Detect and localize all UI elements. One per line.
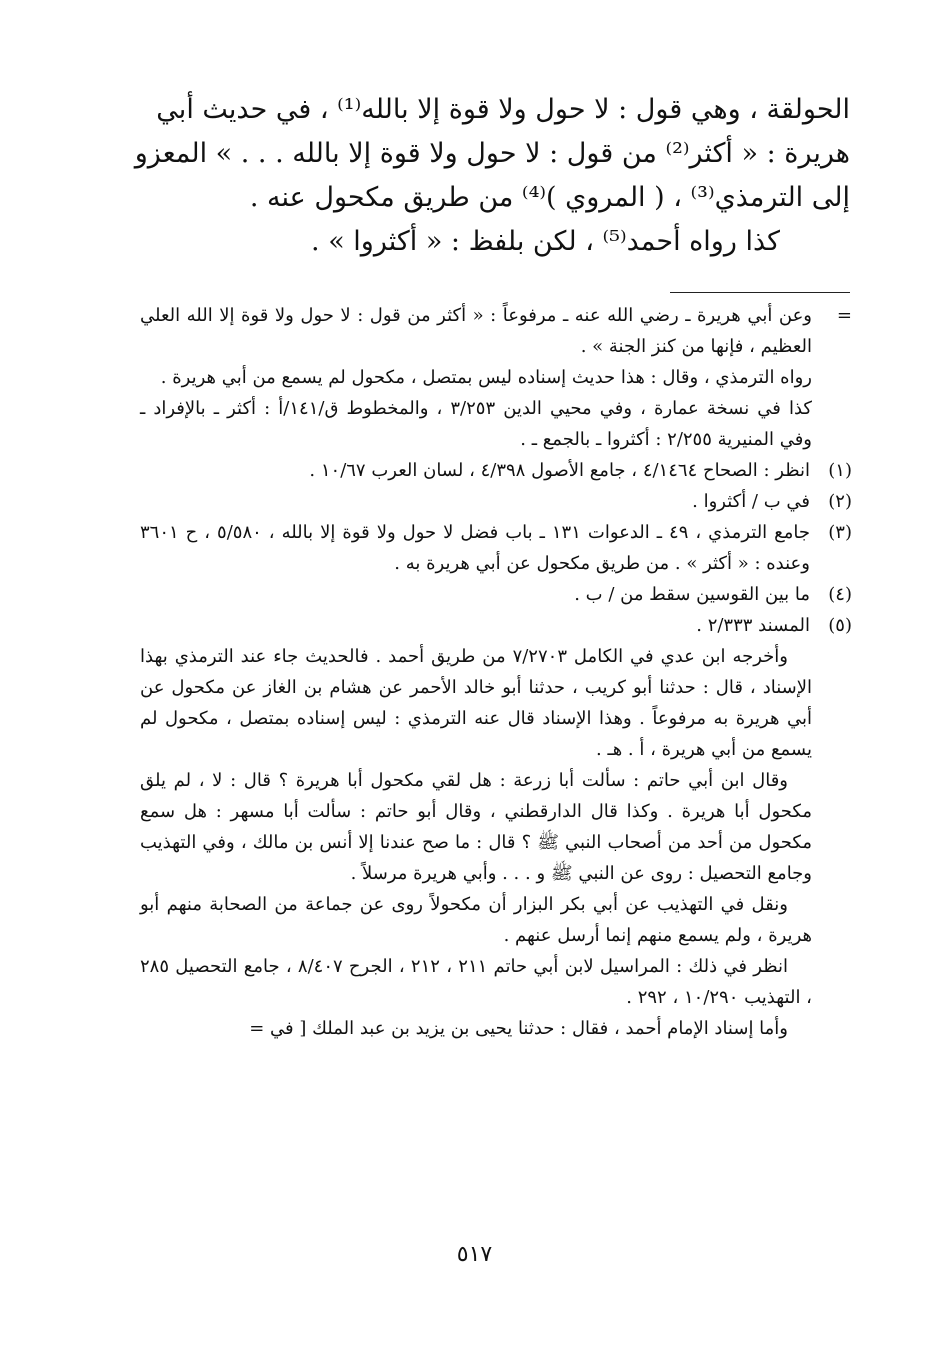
- footnote-text: في ب / أكثروا .: [692, 491, 810, 512]
- page-number: ٥١٧: [456, 1242, 493, 1267]
- main-line-3: إلى الترمذي⁽³⁾ ، ( المروي )⁽⁴⁾ من طريق مكحول عنه .: [249, 182, 850, 213]
- footnote-text: ما بين القوسين سقط من / ب .: [574, 584, 810, 605]
- continuation-mark: =: [836, 305, 852, 326]
- main-line-2: هريرة : « أكثر⁽²⁾ من قول : لا حول ولا قوة إلا بالله . . . » المعزو: [134, 138, 850, 169]
- footnote-continuation-2: رواه الترمذي ، وقال : هذا حديث إسناده ليس بمتصل ، مكحول لم يسمع من أبي هريرة .: [160, 367, 812, 388]
- footnote-number: (٥): [828, 615, 852, 636]
- footnote-number: (٢): [828, 491, 852, 512]
- footnote-item: [140, 486, 852, 517]
- footnote-paragraph-1: وأخرجه ابن عدي في الكامل ٧/٢٧٠٣ من طريق أحمد . فالحديث جاء عند الترمذي بهذا الإسناد ، قال : حدثنا أبو كريب ، حدثنا أبو خالد الأحمر عن هشام بن الغاز عن مكحول عن أبي هريرة به مرفوعاً . وهذا الإسناد قال عنه الترمذي : ليس إسناده بمتصل ، مكحول لم يسمع من أبي هريرة ، أ . هـ .: [140, 646, 812, 760]
- footnote-paragraph-3: ونقل في التهذيب عن أبي بكر البزار أن مكحولاً روى عن جماعة من الصحابة منهم أبو هريرة ، ولم يسمع منهم إنما أرسل عنهم .: [140, 894, 812, 946]
- footnote-item: [140, 579, 852, 610]
- footnote-text: انظر : الصحاح ٤/١٤٦٤ ، جامع الأصول ٤/٣٩٨ ، لسان العرب ١٠/٦٧ .: [309, 460, 810, 481]
- footnotes: [140, 300, 852, 1044]
- footnote-paragraph-5: وأما إسناد الإمام أحمد ، فقال : حدثنا يحيى بن يزيد بن عبد الملك [ في =: [249, 1018, 788, 1039]
- main-line-4: كذا رواه أحمد⁽⁵⁾ ، لكن بلفظ : « أكثروا » .: [311, 226, 780, 257]
- footnote-continuation-3: كذا في نسخة عمارة ، وفي محيي الدين ٣/٢٥٣ ، والمخطوط ق/١٤١/أ : أكثر ـ بالإفراد ـ وفي المنيرية ٢/٢٥٥ : أكثروا ـ بالجمع ـ .: [140, 398, 812, 450]
- footnote-number: (٣): [828, 522, 852, 543]
- footnote-continuation-1: [140, 300, 852, 362]
- footnote-number: (١): [828, 460, 852, 481]
- main-line-1: الحولقة ، وهي قول : لا حول ولا قوة إلا بالله⁽¹⁾ ، في حديث أبي: [156, 94, 850, 125]
- footnote-item: [140, 517, 852, 579]
- footnote-item: [140, 455, 852, 486]
- footnote-number: (٤): [828, 584, 852, 605]
- footnote-item: [140, 610, 852, 641]
- footnote-paragraph-2: وقال ابن أبي حاتم : سألت أبا زرعة : هل لقي مكحول أبا هريرة ؟ قال : لا ، لم يلق مكحول أبا هريرة . وكذا قال الدارقطني ، وقال أبو حاتم : سألت أبا مسهر : هل سمع مكحول من أحد من أصحاب النبي ﷺ ؟ قال : ما صح عندنا إلا أنس بن مالك ، وفي التهذيب وجامع التحصيل : روى عن النبي ﷺ و . . . وأبي هريرة مرسلاً .: [140, 770, 812, 884]
- footnote-text: جامع الترمذي ، ٤٩ ـ الدعوات ١٣١ ـ باب فضل لا حول ولا قوة إلا بالله ، ٥/٥٨٠ ، ح ٣٦٠١ وعنده : « أكثر » . من طريق مكحول عن أبي هريرة به .: [140, 522, 810, 574]
- footnote-divider: [670, 292, 850, 293]
- footnote-text: المسند ٢/٣٣٣ .: [696, 615, 810, 636]
- main-text: [120, 88, 850, 264]
- footnote-continuation-1-text: وعن أبي هريرة ـ رضي الله عنه ـ مرفوعاً : « أكثر من قول : لا حول ولا قوة إلا الله العلي العظيم ، فإنها من كنز الجنة » .: [140, 305, 812, 357]
- footnote-paragraph-4: انظر في ذلك : المراسيل لابن أبي حاتم ٢١١ ، ٢١٢ ، الجرح ٨/٤٠٧ ، جامع التحصيل ٢٨٥ ، التهذيب ١٠/٢٩٠ ، ٢٩٢ .: [140, 956, 812, 1008]
